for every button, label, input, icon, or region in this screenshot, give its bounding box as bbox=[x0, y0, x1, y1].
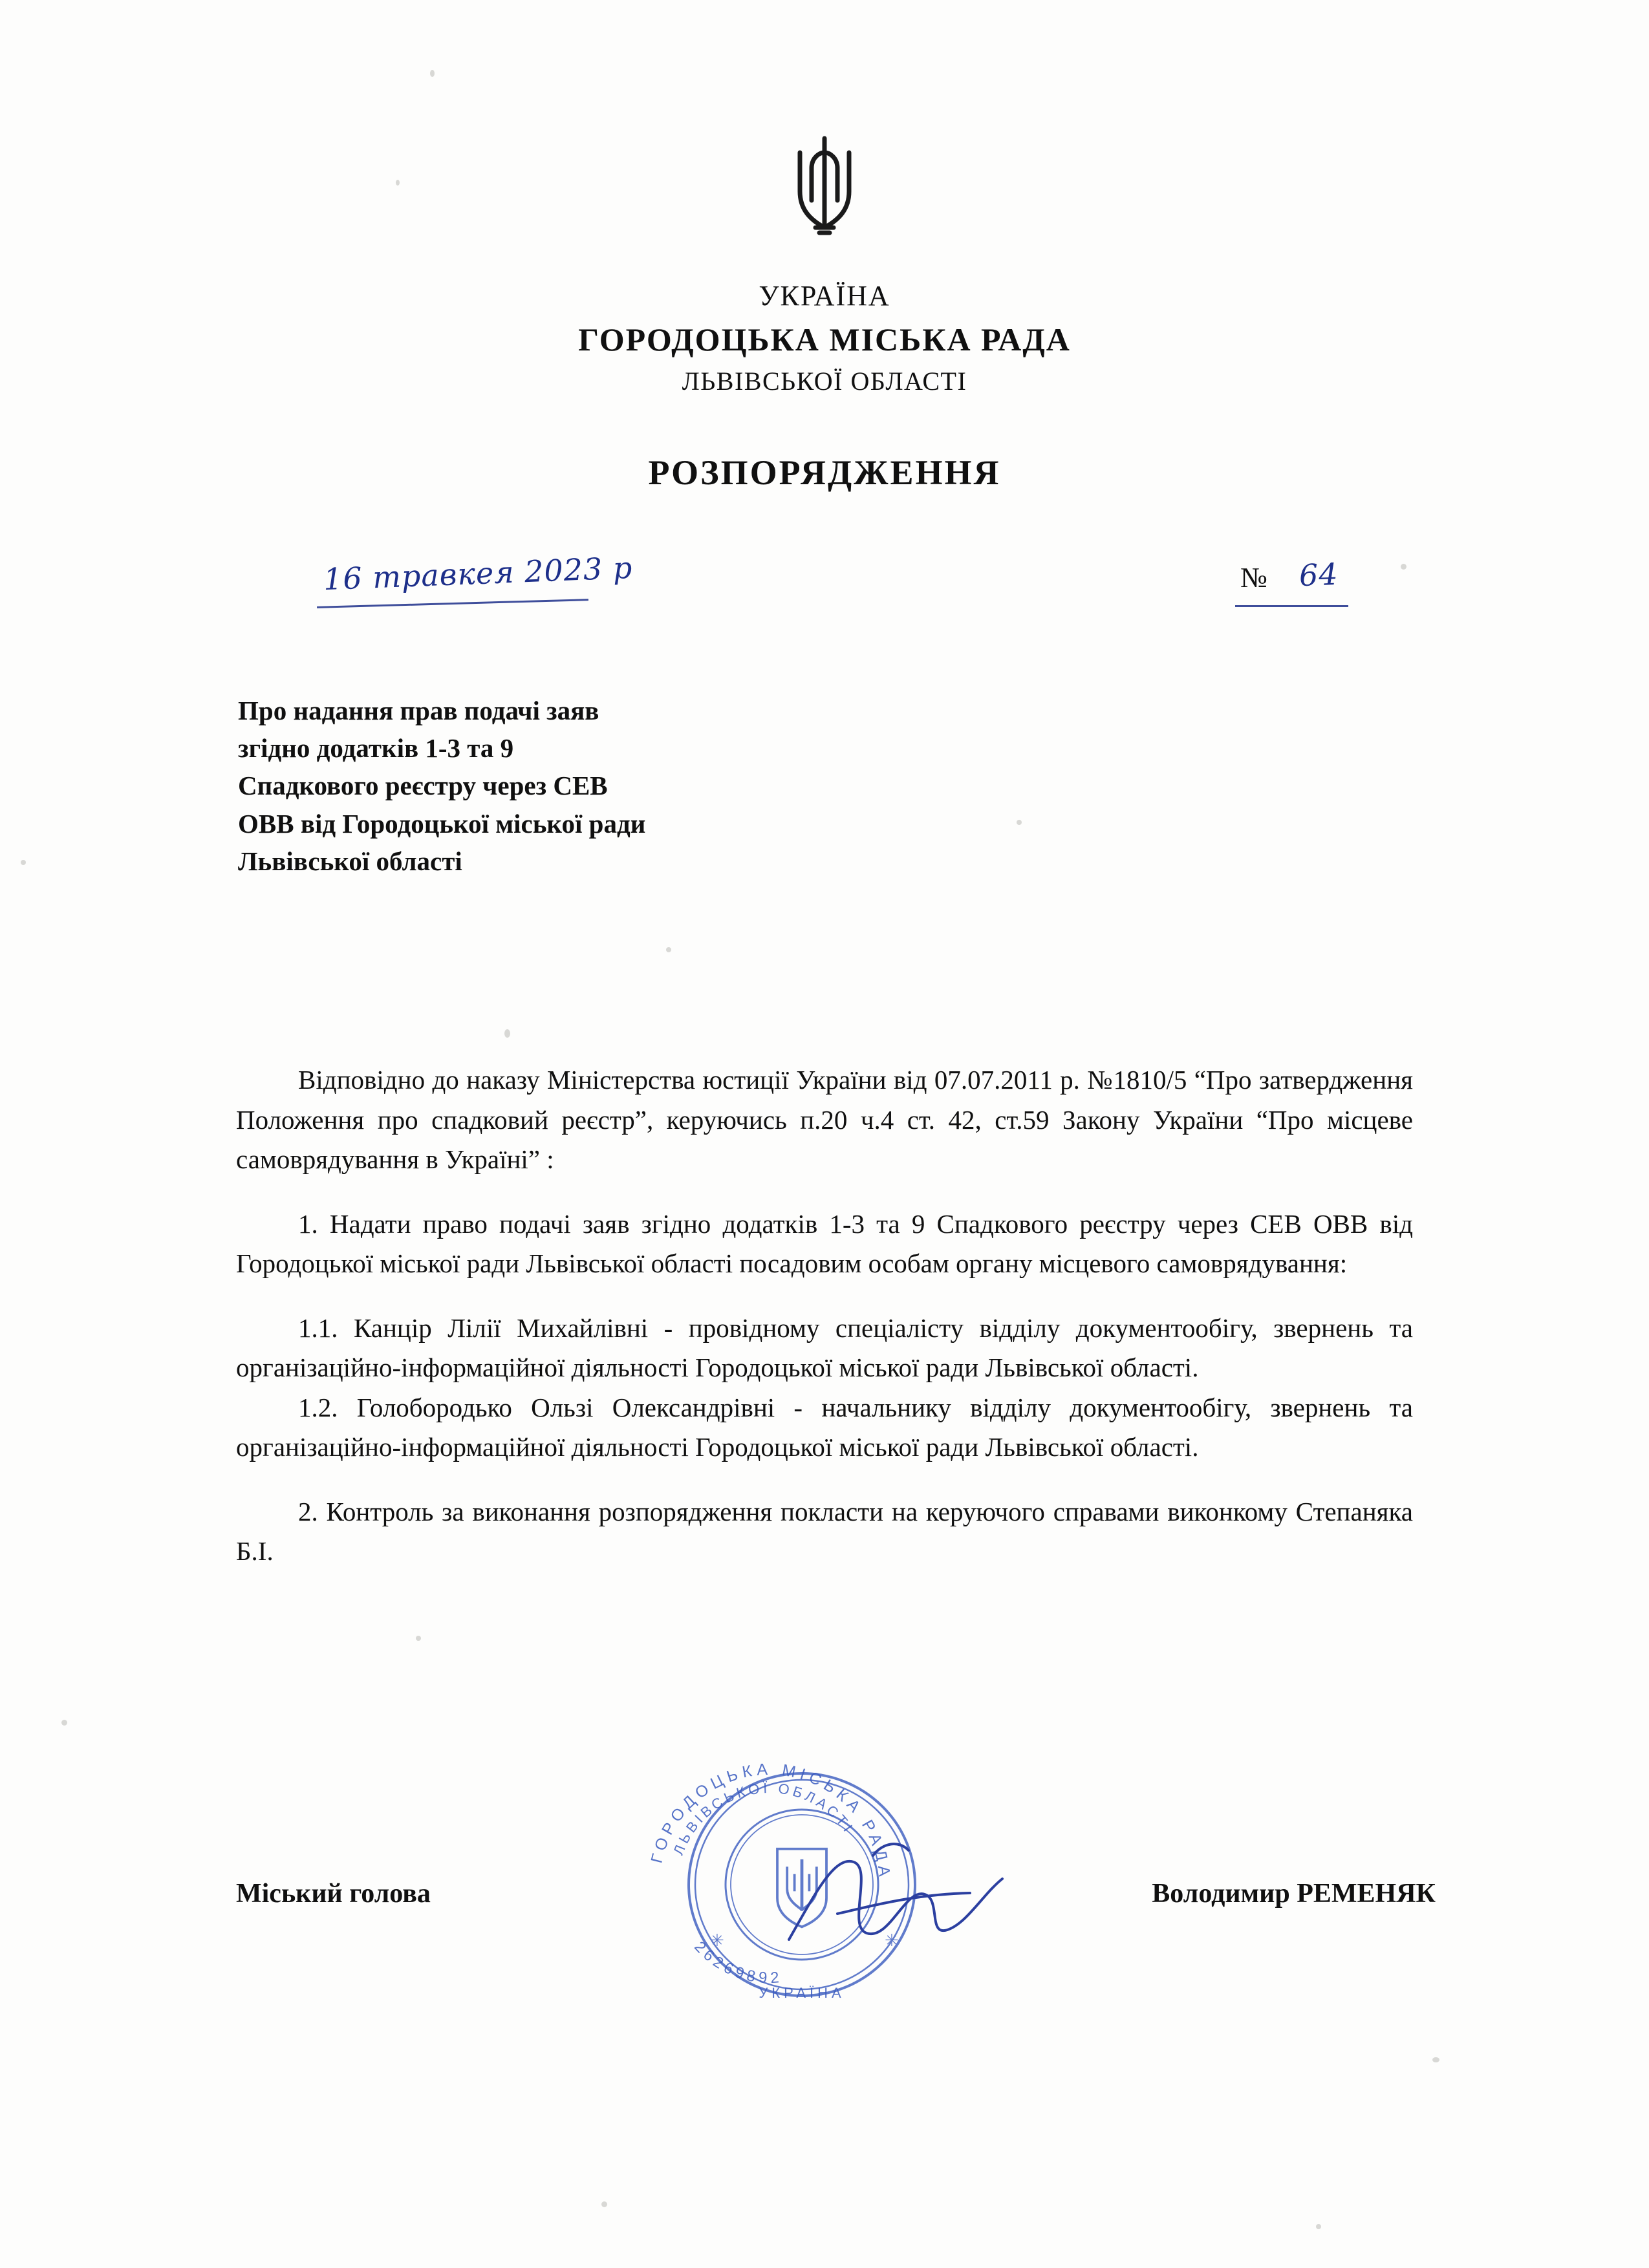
signature-name: Володимир РЕМЕНЯК bbox=[1152, 1879, 1436, 1909]
svg-text:ГОРОДОЦЬКА МІСЬКА РАДА: ГОРОДОЦЬКА МІСЬКА РАДА bbox=[647, 1760, 894, 1882]
country-name: УКРАЇНА bbox=[759, 280, 890, 312]
oblast-name: ЛЬВІВСЬКОЇ ОБЛАСТІ bbox=[682, 367, 967, 396]
item-2-paragraph: 2. Контроль за виконання розпорядження покласти на керуючого справами виконкому Степаняка Б.І. bbox=[236, 1496, 1413, 1566]
signature-row bbox=[236, 1878, 1436, 1909]
item-1-1-paragraph: 1.1. Канцір Лілії Михайлівні - провідному спеціалісту відділу документообігу, звернень та організаційно-інформаційної діяльності Городоцької міської ради Львівської області. bbox=[236, 1312, 1413, 1382]
svg-text:ЛЬВІВСЬКОЇ ОБЛАСТІ: ЛЬВІВСЬКОЇ ОБЛАСТІ bbox=[670, 1779, 858, 1857]
subject-line: Львівської області bbox=[238, 846, 462, 876]
subject-line: згідно додатків 1-3 та 9 bbox=[238, 733, 514, 764]
subject-block bbox=[238, 692, 781, 880]
number-handwritten: 64 bbox=[1299, 556, 1340, 594]
scan-speck bbox=[504, 1029, 510, 1038]
trident-emblem-icon bbox=[0, 129, 1649, 246]
scan-speck bbox=[601, 2201, 607, 2207]
svg-text:26269892: 26269892 bbox=[691, 1938, 784, 1987]
svg-text:УКРАЇНА: УКРАЇНА bbox=[759, 1985, 845, 2001]
number-label: № bbox=[1240, 562, 1267, 594]
council-name: ГОРОДОЦЬКА МІСЬКА РАДА bbox=[578, 321, 1071, 358]
scan-speck bbox=[1316, 2224, 1321, 2229]
scan-speck bbox=[21, 860, 26, 865]
item-1-2-paragraph: 1.2. Голобородько Ользі Олександрівні - начальнику відділу документообігу, звернень та організаційно-інформаційної діяльності Городоцької міської ради Львівської області. bbox=[236, 1392, 1413, 1462]
date-handwritten: 16 травкея 2023 р bbox=[323, 550, 634, 597]
handwritten-signature bbox=[776, 1817, 1048, 2011]
date-underline bbox=[317, 599, 588, 608]
subject-line: ОВВ від Городоцької міської ради bbox=[238, 808, 646, 839]
scan-speck bbox=[1432, 2057, 1439, 2062]
scan-speck bbox=[666, 947, 671, 952]
scan-speck bbox=[430, 70, 435, 77]
date-number-row bbox=[233, 550, 1416, 614]
document-header bbox=[0, 278, 1649, 396]
scan-speck bbox=[61, 1720, 67, 1726]
svg-text:✳: ✳ bbox=[885, 1931, 899, 1951]
svg-text:✳: ✳ bbox=[710, 1931, 724, 1951]
subject-line: Спадкового реєстру через СЕВ bbox=[238, 771, 608, 801]
document-body bbox=[236, 1060, 1413, 1596]
signature-position: Міський голова bbox=[236, 1879, 431, 1909]
scan-speck bbox=[1017, 820, 1022, 825]
scan-speck bbox=[416, 1636, 421, 1641]
preamble-paragraph: Відповідно до наказу Міністерства юстиції України від 07.07.2011 р. №1810/5 “Про затвердження Положення про спадковий реєстр”, керуючись п.20 ч.4 ст. 42, ст.59 Закону України “Про місцеве самоврядування в Україні” : bbox=[236, 1065, 1413, 1174]
item-1-paragraph: 1. Надати право подачі заяв згідно додатків 1-3 та 9 Спадкового реєстру через СЕВ ОВВ від Городоцької міської ради Львівської області посадовим особам органу місцевого самоврядування: bbox=[236, 1208, 1413, 1278]
document-type-title: РОЗПОРЯДЖЕННЯ bbox=[648, 453, 1001, 492]
subject-line: Про надання прав подачі заяв bbox=[238, 696, 599, 725]
number-underline bbox=[1235, 605, 1348, 607]
